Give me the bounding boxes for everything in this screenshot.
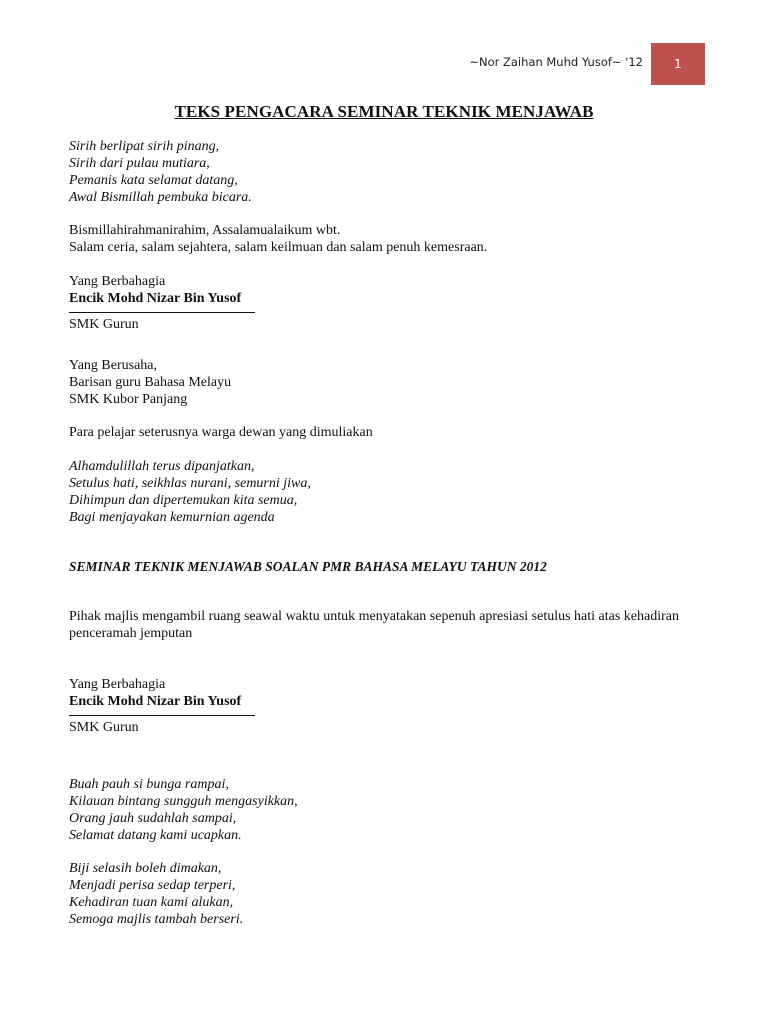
- guest-school: SMK Gurun: [69, 317, 139, 332]
- pantun-line: Selamat datang kami ucapkan.: [69, 828, 242, 843]
- pantun-line: Biji selasih boleh dimakan,: [69, 861, 222, 876]
- pantun-line: Buah pauh si bunga rampai,: [69, 777, 229, 792]
- guest-honorific: Yang Berbahagia: [69, 274, 166, 289]
- pantun-line: Semoga majlis tambah berseri.: [69, 912, 244, 927]
- pantun-line: Bagi menjayakan kemurnian agenda: [69, 510, 275, 525]
- pantun-line: Menjadi perisa sedap terperi,: [69, 878, 236, 893]
- pantun-line: Pemanis kata selamat datang,: [69, 173, 238, 188]
- signature-line: [69, 312, 255, 313]
- pantun-line: Setulus hati, seikhlas nurani, semurni jiwa,: [69, 476, 311, 491]
- document-title: TEKS PENGACARA SEMINAR TEKNIK MENJAWAB: [174, 102, 594, 121]
- signature-line: [69, 715, 255, 716]
- guest-block-1: [69, 273, 255, 333]
- appreciation: [69, 608, 699, 642]
- page-number-badge: 1: [651, 43, 705, 85]
- seminar-heading: [69, 558, 547, 575]
- pantun-line: Sirih berlipat sirih pinang,: [69, 139, 220, 154]
- teachers-line: Barisan guru Bahasa Melayu: [69, 375, 232, 390]
- pantun-line: Orang jauh sudahlah sampai,: [69, 811, 237, 826]
- greeting-line: Salam ceria, salam sejahtera, salam keilmuan dan salam penuh kemesraan.: [69, 240, 488, 255]
- audience: [69, 424, 373, 441]
- pantun-line: Kilauan bintang sungguh mengasyikkan,: [69, 794, 298, 809]
- pantun-line: Awal Bismillah pembuka bicara.: [69, 190, 252, 205]
- greeting: [69, 222, 487, 256]
- guest-honorific: Yang Berbahagia: [69, 677, 166, 692]
- pantun-line: Dihimpun dan dipertemukan kita semua,: [69, 493, 298, 508]
- pantun-line: Alhamdulillah terus dipanjatkan,: [69, 459, 255, 474]
- pantun-praise: [69, 458, 311, 526]
- guest-block-2: [69, 676, 255, 736]
- pantun-welcome-1: [69, 776, 298, 844]
- guest-school: SMK Gurun: [69, 720, 139, 735]
- greeting-line: Bismillahirahmanirahim, Assalamualaikum wbt.: [69, 223, 341, 238]
- teachers-line: SMK Kubor Panjang: [69, 392, 188, 407]
- pantun-welcome-2: [69, 860, 243, 928]
- seminar-title: SEMINAR TEKNIK MENJAWAB SOALAN PMR BAHASA MELAYU TAHUN 2012: [69, 559, 547, 574]
- pantun-opening: [69, 138, 252, 206]
- pantun-line: Sirih dari pulau mutiara,: [69, 156, 210, 171]
- header-author: ~Nor Zaihan Muhd Yusof~ '12: [469, 55, 643, 69]
- pantun-line: Kehadiran tuan kami alukan,: [69, 895, 234, 910]
- guest-name: Encik Mohd Nizar Bin Yusof: [69, 694, 242, 709]
- audience-line: Para pelajar seterusnya warga dewan yang dimuliakan: [69, 425, 373, 440]
- guest-name: Encik Mohd Nizar Bin Yusof: [69, 291, 242, 306]
- teachers-line: Yang Berusaha,: [69, 358, 158, 373]
- teachers-block: [69, 357, 231, 408]
- appreciation-text: Pihak majlis mengambil ruang seawal waktu untuk menyatakan sepenuh apresiasi setulus hati atas kehadiran penceramah jemputan: [69, 609, 679, 641]
